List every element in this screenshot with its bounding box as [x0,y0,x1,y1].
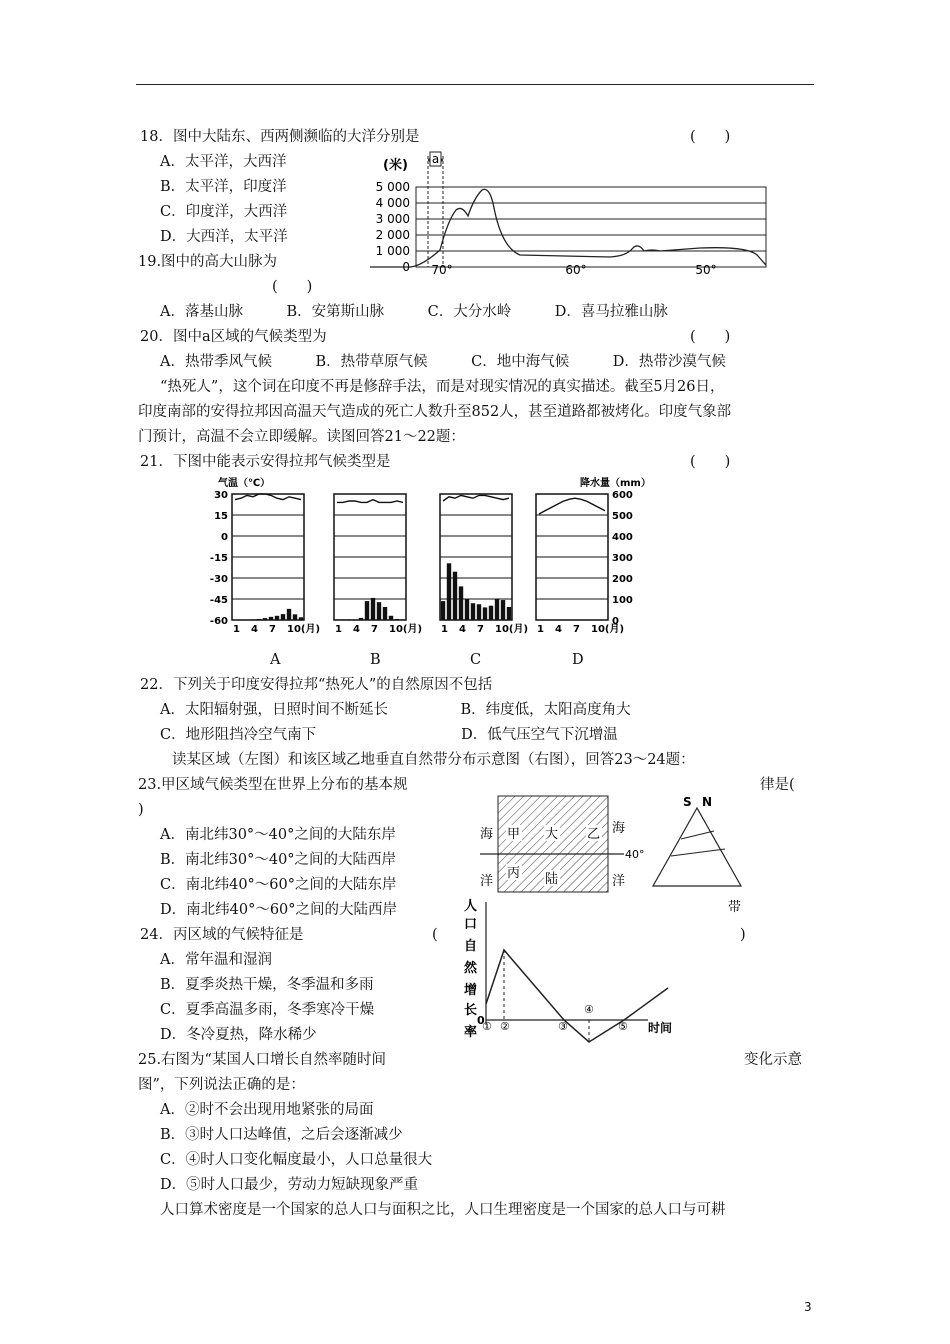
climate-charts-figure [208,474,651,635]
precip-bar [383,607,387,620]
terrain-profile-figure [370,150,770,277]
profile-x-ticks [431,263,716,277]
text-line-q23-tail2: ) [138,802,144,818]
precip-bar [401,619,405,620]
text-line-q24-b: B．夏季炎热干燥，冬季温和多雨 [160,977,374,993]
svg-text:增: 增 [464,983,478,998]
svg-text:口: 口 [464,917,478,932]
svg-text:70°: 70° [431,263,453,277]
precip-bar [495,599,499,620]
precip-bar [441,601,445,620]
month-tick: 7 [269,624,276,635]
population-y-label [464,899,478,1040]
profile-grid [416,187,766,267]
precip-bar [335,619,339,620]
climate-panel-D [536,494,624,635]
svg-text:50°: 50° [695,263,717,277]
temp-tick: -30 [209,574,228,585]
text-line-q25-b: B．③时人口达峰值，之后会逐渐减少 [160,1127,403,1143]
precip-bar [281,614,285,620]
svg-text:人: 人 [464,899,478,914]
svg-text:5 000: 5 000 [375,180,410,194]
text-line-q22-cd: C．地形阻挡冷空气南下 D．低气压空气下沉增温 [160,727,618,743]
text-line-q18: 18．图中大陆东、西两侧濒临的大洋分别是 [140,129,420,145]
month-tick: 10(月) [495,624,529,635]
month-tick: 4 [353,624,360,635]
temp-tick: 15 [214,511,228,522]
precip-bar [341,619,345,620]
svg-text:②: ② [500,1020,510,1033]
population-growth-figure [458,896,680,1046]
precip-tick: 600 [612,490,633,501]
precip-bar [365,601,369,620]
text-line-q18-b: B．太平洋，印度洋 [160,179,287,195]
text-line-q25-d: D．⑤时人口最少，劳动力短缺现象严重 [160,1177,419,1193]
text-line-q20-paren: ( ) [690,329,731,345]
precip-bar [359,618,363,620]
text-line-q23-d: D．南北纬40°～60°之间的大陆西岸 [160,902,398,918]
text-line-lab-d: D [572,652,584,668]
text-line-q24-d: D．冬冷夏热，降水稀少 [160,1027,317,1043]
text-line-lab-c: C [470,652,482,668]
temp-tick: 0 [221,532,228,543]
header-rule [136,84,814,85]
precip-bar [489,606,493,620]
svg-text:N: N [702,795,713,809]
text-line-p3: 门预计，高温不会立即缓解。读图回答21～22题： [138,429,465,445]
precip-bar [507,607,511,620]
precip-tick: 400 [612,532,633,543]
text-line-q19: 19.图中的高大山脉为 [138,254,278,270]
svg-text:④: ④ [584,1003,594,1016]
temp-ticks [210,490,228,627]
precip-tick: 100 [612,595,633,606]
precip-bar [477,604,481,620]
temp-axis-label: 气温（℃） [218,478,271,489]
precip-tick: 500 [612,511,633,522]
climate-panel-B [334,494,422,635]
precip-bar [257,619,261,620]
svg-text:丙: 丙 [507,866,521,881]
temp-tick: -15 [209,553,228,564]
text-line-q19-paren: ( ) [272,279,313,295]
region-map-figure [470,790,650,900]
population-x-label: 时间 [648,1021,673,1035]
precip-bar [459,586,463,620]
text-line-q23: 23.甲区域气候类型在世界上分布的基本规 [138,777,408,793]
svg-text:大: 大 [545,827,559,842]
text-line-p4: 读某区域（左图）和该区域乙地垂直自然带分布示意图（右图），回答23～24题： [172,752,695,768]
month-tick: 4 [251,624,258,635]
text-line-q24: 24．丙区域的气候特征是 [140,927,304,943]
precip-bar [347,619,351,620]
month-tick: 10(月) [591,624,625,635]
svg-text:60°: 60° [565,263,587,277]
climate-panel-A [232,494,320,635]
text-line-q18-d: D．大西洋，太平洋 [160,229,288,245]
profile-y-ticks [376,180,410,274]
precip-bar [293,614,297,620]
precip-bar [299,617,303,620]
text-line-p2: 印度南部的安得拉邦因高温天气造成的死亡人数升至852人，甚至道路都被烤化。印度气象部 [138,404,732,420]
precip-bar [263,618,267,620]
precip-bar [251,619,255,620]
mountain-triangle [653,808,741,886]
text-line-q18-a: A．太平洋，大西洋 [160,154,287,170]
text-line-q20-opts: A．热带季风气候 B．热带草原气候 C．地中海气候 D．热带沙漠气候 [160,354,726,370]
text-line-q23-b: B．南北纬30°～40°之间的大陆西岸 [160,852,397,868]
text-line-lab-a: A [270,652,281,668]
text-line-q22-ab: A．太阳辐射强，日照时间不断延长 B．纬度低，太阳高度角大 [160,702,631,718]
precip-bar [471,603,475,620]
month-tick: 7 [477,624,484,635]
temp-tick: -45 [209,595,228,606]
region-a-label: a [431,152,440,166]
temp-tick: 30 [214,490,228,501]
month-tick: 1 [441,624,448,635]
svg-text:①: ① [482,1020,492,1033]
svg-text:1 000: 1 000 [375,244,410,258]
text-line-q21: 21．下图中能表示安得拉邦气候类型是 [140,454,391,470]
svg-text:4 000: 4 000 [375,196,410,210]
month-tick: 10(月) [287,624,321,635]
svg-text:长: 长 [464,1003,478,1018]
text-line-q21-paren: ( ) [690,454,731,470]
temp-tick: -60 [209,616,228,627]
zone-label: 带 [728,900,742,915]
precip-bar [269,617,273,620]
svg-text:S: S [683,795,692,809]
text-line-q24-c: C．夏季高温多雨，冬季寒冷干燥 [160,1002,375,1018]
precip-ticks [612,490,633,627]
text-line-q24-paren-r: ) [740,927,746,943]
month-tick: 7 [573,624,580,635]
svg-text:0: 0 [402,260,410,274]
text-line-q25-c: C．④时人口变化幅度最小，人口总量很大 [160,1152,433,1168]
svg-text:洋: 洋 [480,874,494,889]
population-growth-line [486,950,668,1042]
text-line-lab-b: B [370,652,381,668]
text-line-p5: 人口算术密度是一个国家的总人口与面积之比，人口生理密度是一个国家的总人口与可耕 [160,1202,726,1218]
svg-text:甲: 甲 [507,827,521,842]
precip-bar [287,609,291,620]
precip-bar [465,599,469,620]
climate-panel-C [440,494,528,635]
text-line-q24-a: A．常年温和湿润 [160,952,272,968]
text-line-p1: “热死人”，这个词在印度不再是修辞手法，而是对现实情况的真实描述。截至5月26日， [160,379,725,395]
month-tick: 4 [555,624,562,635]
svg-text:率: 率 [464,1025,478,1040]
month-tick: 1 [233,624,240,635]
precip-bar [447,563,451,620]
svg-text:③: ③ [558,1020,568,1033]
text-line-q25-a: A．②时不会出现用地紧张的局面 [160,1102,374,1118]
precip-tick: 200 [612,574,633,585]
svg-text:自: 自 [464,939,478,954]
region-a-marker [428,152,443,267]
latitude-40-label: 40° [625,848,645,861]
precip-bar [389,616,393,620]
text-line-q23-a: A．南北纬30°～40°之间的大陆东岸 [160,827,396,843]
month-tick: 10(月) [389,624,423,635]
text-line-q22: 22．下列关于印度安得拉邦“热死人”的自然原因不包括 [140,677,493,693]
svg-text:海: 海 [480,827,494,842]
svg-text:乙: 乙 [587,827,601,842]
text-line-q23-c: C．南北纬40°～60°之间的大陆东岸 [160,877,397,893]
precip-bar [353,619,357,620]
population-origin: 0 [477,1014,485,1027]
text-line-q18-paren: ( ) [690,129,731,145]
text-line-q19-opts: A．落基山脉 B．安第斯山脉 C．大分水岭 D．喜马拉雅山脉 [160,304,668,320]
svg-text:3 000: 3 000 [375,212,410,226]
precip-bar [395,619,399,620]
precip-bar [377,602,381,620]
precip-tick: 0 [612,616,619,627]
profile-y-unit: (米) [383,158,408,173]
precip-bar [453,572,457,620]
precip-bar [275,616,279,620]
text-line-q23-tail: 律是( [760,777,795,793]
svg-text:陆: 陆 [545,872,559,887]
precip-axis-label: 降水量（mm） [580,478,651,489]
month-tick: 1 [335,624,342,635]
svg-text:⑤: ⑤ [618,1020,628,1033]
precip-bar [501,600,505,620]
text-line-q25-2: 图”，下列说法正确的是： [138,1077,305,1093]
text-line-q25: 25.右图为“某国人口增长自然率随时间 [138,1052,386,1068]
text-line-q20: 20．图中a区域的气候类型为 [140,329,327,345]
svg-text:洋: 洋 [612,874,626,889]
precip-bar [483,607,487,620]
svg-text:海: 海 [612,821,626,836]
precip-bar [371,598,375,620]
text-line-q25-tail: 变化示意 [744,1052,802,1068]
page-number: 3 [804,1300,812,1314]
precip-tick: 300 [612,553,633,564]
text-line-q18-c: C．印度洋，大西洋 [160,204,288,220]
month-tick: 1 [537,624,544,635]
text-line-q24-paren-l: ( [432,927,438,943]
month-tick: 4 [459,624,466,635]
month-tick: 7 [371,624,378,635]
svg-text:然: 然 [464,961,478,976]
terrain-profile-line [370,189,766,267]
svg-text:2 000: 2 000 [375,228,410,242]
